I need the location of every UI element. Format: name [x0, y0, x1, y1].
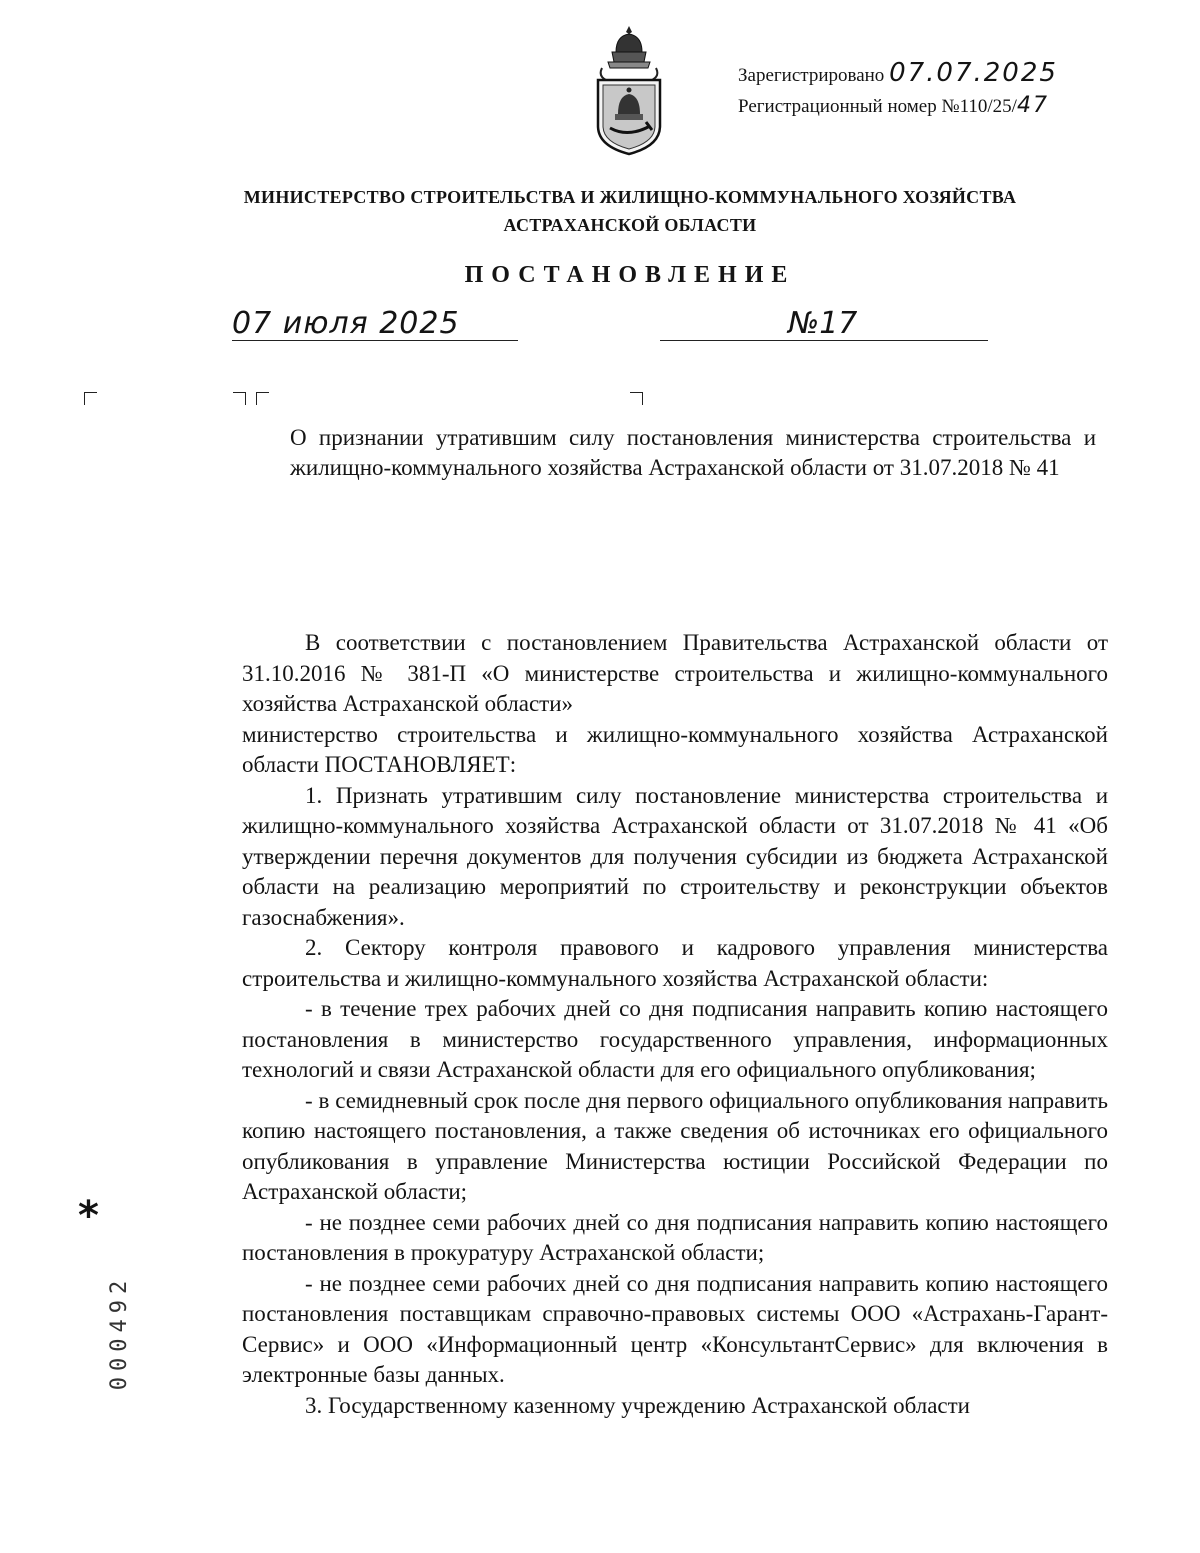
clause-2-item-c: - не позднее семи рабочих дней со дня подписания направить копию настоящего постановления в прокуратуру Астраханской области;: [242, 1209, 1108, 1265]
registration-line: [738, 58, 1058, 91]
clause-1: 1. Признать утратившим силу постановление министерства строительства и жилищно-коммунального хозяйства Астраханской области от 31.07.2018 № 41 «Об утверждении перечня документов для получения субсидии из бюджета Астраханской области на реализацию мероприятий по строительству и реконструкции объектов газоснабжения».: [242, 782, 1108, 930]
clause-3: 3. Государственному казенному учреждению Астраханской области: [305, 1392, 970, 1418]
document-type: ПОСТАНОВЛЕНИЕ: [464, 262, 796, 288]
document-subject: О признании утратившим силу постановления министерства строительства и жилищно-коммунального хозяйства Астраханской области от 31.07.2018 № 41: [290, 425, 1096, 480]
resolution-paragraph: министерство строительства и жилищно-коммунального хозяйства Астраханской области ПОСТАНОВЛЯЕТ:: [242, 721, 1108, 777]
ministry-line-1: МИНИСТЕРСТВО СТРОИТЕЛЬСТВА И ЖИЛИЩНО-КОММУНАЛЬНОГО ХОЗЯЙСТВА: [243, 187, 1017, 207]
clause-2-item-a: - в течение трех рабочих дней со дня подписания направить копию настоящего постановления в министерство государственного управления, информационных технологий и связи Астраханской области для его официального опубликования;: [242, 996, 1108, 1082]
document-body: [242, 628, 1108, 1421]
side-asterisk-mark: *: [78, 1193, 99, 1239]
coat-of-arms-emblem: [588, 22, 670, 160]
preamble-paragraph: В соответствии с постановлением Правительства Астраханской области от 31.10.2016 № 381-П «О министерстве строительства и жилищно-коммунального хозяйства Астраханской области»: [242, 630, 1108, 716]
side-serial-number: 000492: [107, 1274, 133, 1391]
handwritten-date: 07 июля 2025: [232, 306, 460, 341]
clause-2-item-b: - в семидневный срок после дня первого официального опубликования направить копию настоящего постановления, а также сведения об источниках его официального опубликования в управление Министерства юстиции Российской Федерации по Астраханской области;: [242, 1087, 1108, 1204]
ministry-line-2: АСТРАХАНСКОЙ ОБЛАСТИ: [503, 215, 757, 235]
registration-number-label: Регистрационный номер №110/25/: [738, 96, 1017, 117]
corner-bracket-mid-left: [233, 392, 246, 405]
clause-2: 2. Сектору контроля правового и кадрового управления министерства строительства и жилищно-коммунального хозяйства Астраханской области:: [242, 935, 1108, 991]
corner-bracket-right: [630, 392, 643, 405]
number-underline: [660, 340, 988, 341]
corner-bracket-left: [84, 392, 97, 405]
corner-bracket-mid-right: [256, 392, 269, 405]
registration-stamp: [738, 58, 1058, 122]
clause-2-item-d: - не позднее семи рабочих дней со дня подписания направить копию настоящего постановления поставщикам справочно-правовых системы ООО «Астрахань-Гарант-Сервис» и ООО «Информационный центр «КонсультантСервис» для включения в электронные базы данных.: [242, 1270, 1108, 1387]
registration-number-suffix: 47: [1016, 93, 1049, 118]
ministry-heading: [160, 183, 1100, 239]
registration-number-line: [738, 91, 1058, 122]
registration-date: 07.07.2025: [889, 58, 1058, 88]
date-underline: [232, 340, 518, 341]
handwritten-number: №17: [788, 306, 858, 341]
registration-label: Зарегистрировано: [738, 65, 885, 86]
